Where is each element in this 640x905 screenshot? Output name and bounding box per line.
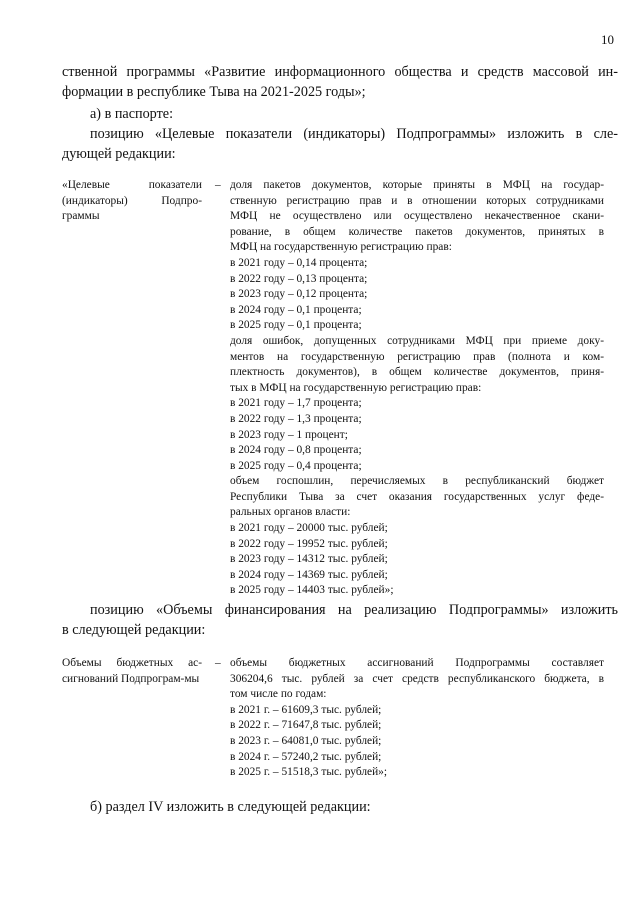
value-line: 306204,6 тыс. рублей за счет средств республиканского бюджета, в xyxy=(230,672,604,685)
value-line: доля ошибок, допущенных сотрудниками МФЦ при приеме доку- xyxy=(230,334,604,347)
block2-dash: – xyxy=(215,657,221,669)
block2-label: Объемы бюджетных ас-сигнований Подпрограм-мы xyxy=(62,657,202,685)
value-line: в 2021 году – 1,7 процента; xyxy=(230,397,362,410)
instruction-2 xyxy=(62,600,618,640)
value-line: в 2025 году – 14403 тыс. рублей»; xyxy=(230,584,394,597)
value-line: в 2024 г. – 57240,2 тыс. рублей; xyxy=(230,750,382,763)
intro-line-2: формации в республике Тыва на 2021-2025 годы»; xyxy=(62,84,366,100)
value-line: МФЦ не осуществлено или осуществлено некачественное скани- xyxy=(230,210,604,223)
value-line: в 2022 году – 0,13 процента; xyxy=(230,272,368,285)
value-line: том числе по годам: xyxy=(230,688,327,701)
instruction-1-line-1: позицию «Целевые показатели (индикаторы) Подпрограммы» изложить в сле- xyxy=(90,126,618,142)
value-line: в 2024 году – 0,8 процента; xyxy=(230,444,362,457)
value-line: в 2025 г. – 51518,3 тыс. рублей»; xyxy=(230,766,388,779)
value-line: ственную регистрацию прав и в отношении которых сотрудниками xyxy=(230,194,604,207)
value-line: МФЦ на государственную регистрацию прав: xyxy=(230,241,452,254)
value-line: доля пакетов документов, которые приняты в МФЦ на государ- xyxy=(230,179,604,191)
block1-dash: – xyxy=(215,179,221,191)
value-line: в 2023 г. – 64081,0 тыс. рублей; xyxy=(230,734,382,747)
value-line: в 2021 г. – 61609,3 тыс. рублей; xyxy=(230,703,382,716)
block2-values xyxy=(230,656,604,781)
value-line: в 2023 году – 1 процент; xyxy=(230,428,348,441)
sub-item-b: б) раздел IV изложить в следующей редакции: xyxy=(90,799,371,815)
value-line: плектность документов), в общем количестве документов, приня- xyxy=(230,366,604,379)
instruction-1-line-2: дующей редакции: xyxy=(62,146,176,162)
intro-paragraph xyxy=(62,62,618,102)
instruction-2-line-1: позицию «Объемы финансирования на реализацию Подпрограммы» изложить xyxy=(90,602,618,618)
value-line: в 2025 году – 0,4 процента; xyxy=(230,459,362,472)
value-line: в 2021 году – 20000 тыс. рублей; xyxy=(230,522,388,535)
sub-item-a: а) в паспорте: xyxy=(90,106,174,122)
value-line: в 2023 году – 14312 тыс. рублей; xyxy=(230,553,388,566)
value-line: тых в МФЦ на государственную регистрацию прав: xyxy=(230,381,482,394)
intro-line-1: ственной программы «Развитие информационного общества и средств массовой ин- xyxy=(62,64,618,80)
value-line: ральных органов власти: xyxy=(230,506,351,519)
block1-label: «Целевые показатели (индикаторы) Подпро-граммы xyxy=(62,179,202,223)
value-line: объемы бюджетных ассигнований Подпрограммы составляет xyxy=(230,657,604,669)
value-line: в 2025 году – 0,1 процента; xyxy=(230,319,362,332)
value-line: в 2022 году – 1,3 процента; xyxy=(230,412,362,425)
value-line: Республики Тыва за счет оказания государственных услуг феде- xyxy=(230,490,604,503)
value-line: объем госпошлин, перечисляемых в республиканский бюджет xyxy=(230,475,604,488)
value-line: в 2022 г. – 71647,8 тыс. рублей; xyxy=(230,719,382,732)
value-line: в 2022 году – 19952 тыс. рублей; xyxy=(230,537,388,550)
value-line: в 2021 году – 0,14 процента; xyxy=(230,256,368,269)
value-line: в 2024 году – 14369 тыс. рублей; xyxy=(230,568,388,581)
value-line: ментов на государственную регистрацию прав (полнота и ком- xyxy=(230,350,604,363)
value-line: рование, в общем количестве пакетов документов, принятых в xyxy=(230,225,604,238)
instruction-2-line-2: в следующей редакции: xyxy=(62,622,206,638)
value-line: в 2024 году – 0,1 процента; xyxy=(230,303,362,316)
instruction-1 xyxy=(62,124,618,164)
value-line: в 2023 году – 0,12 процента; xyxy=(230,288,368,301)
block1-values xyxy=(230,178,604,599)
page-number: 10 xyxy=(601,32,614,47)
